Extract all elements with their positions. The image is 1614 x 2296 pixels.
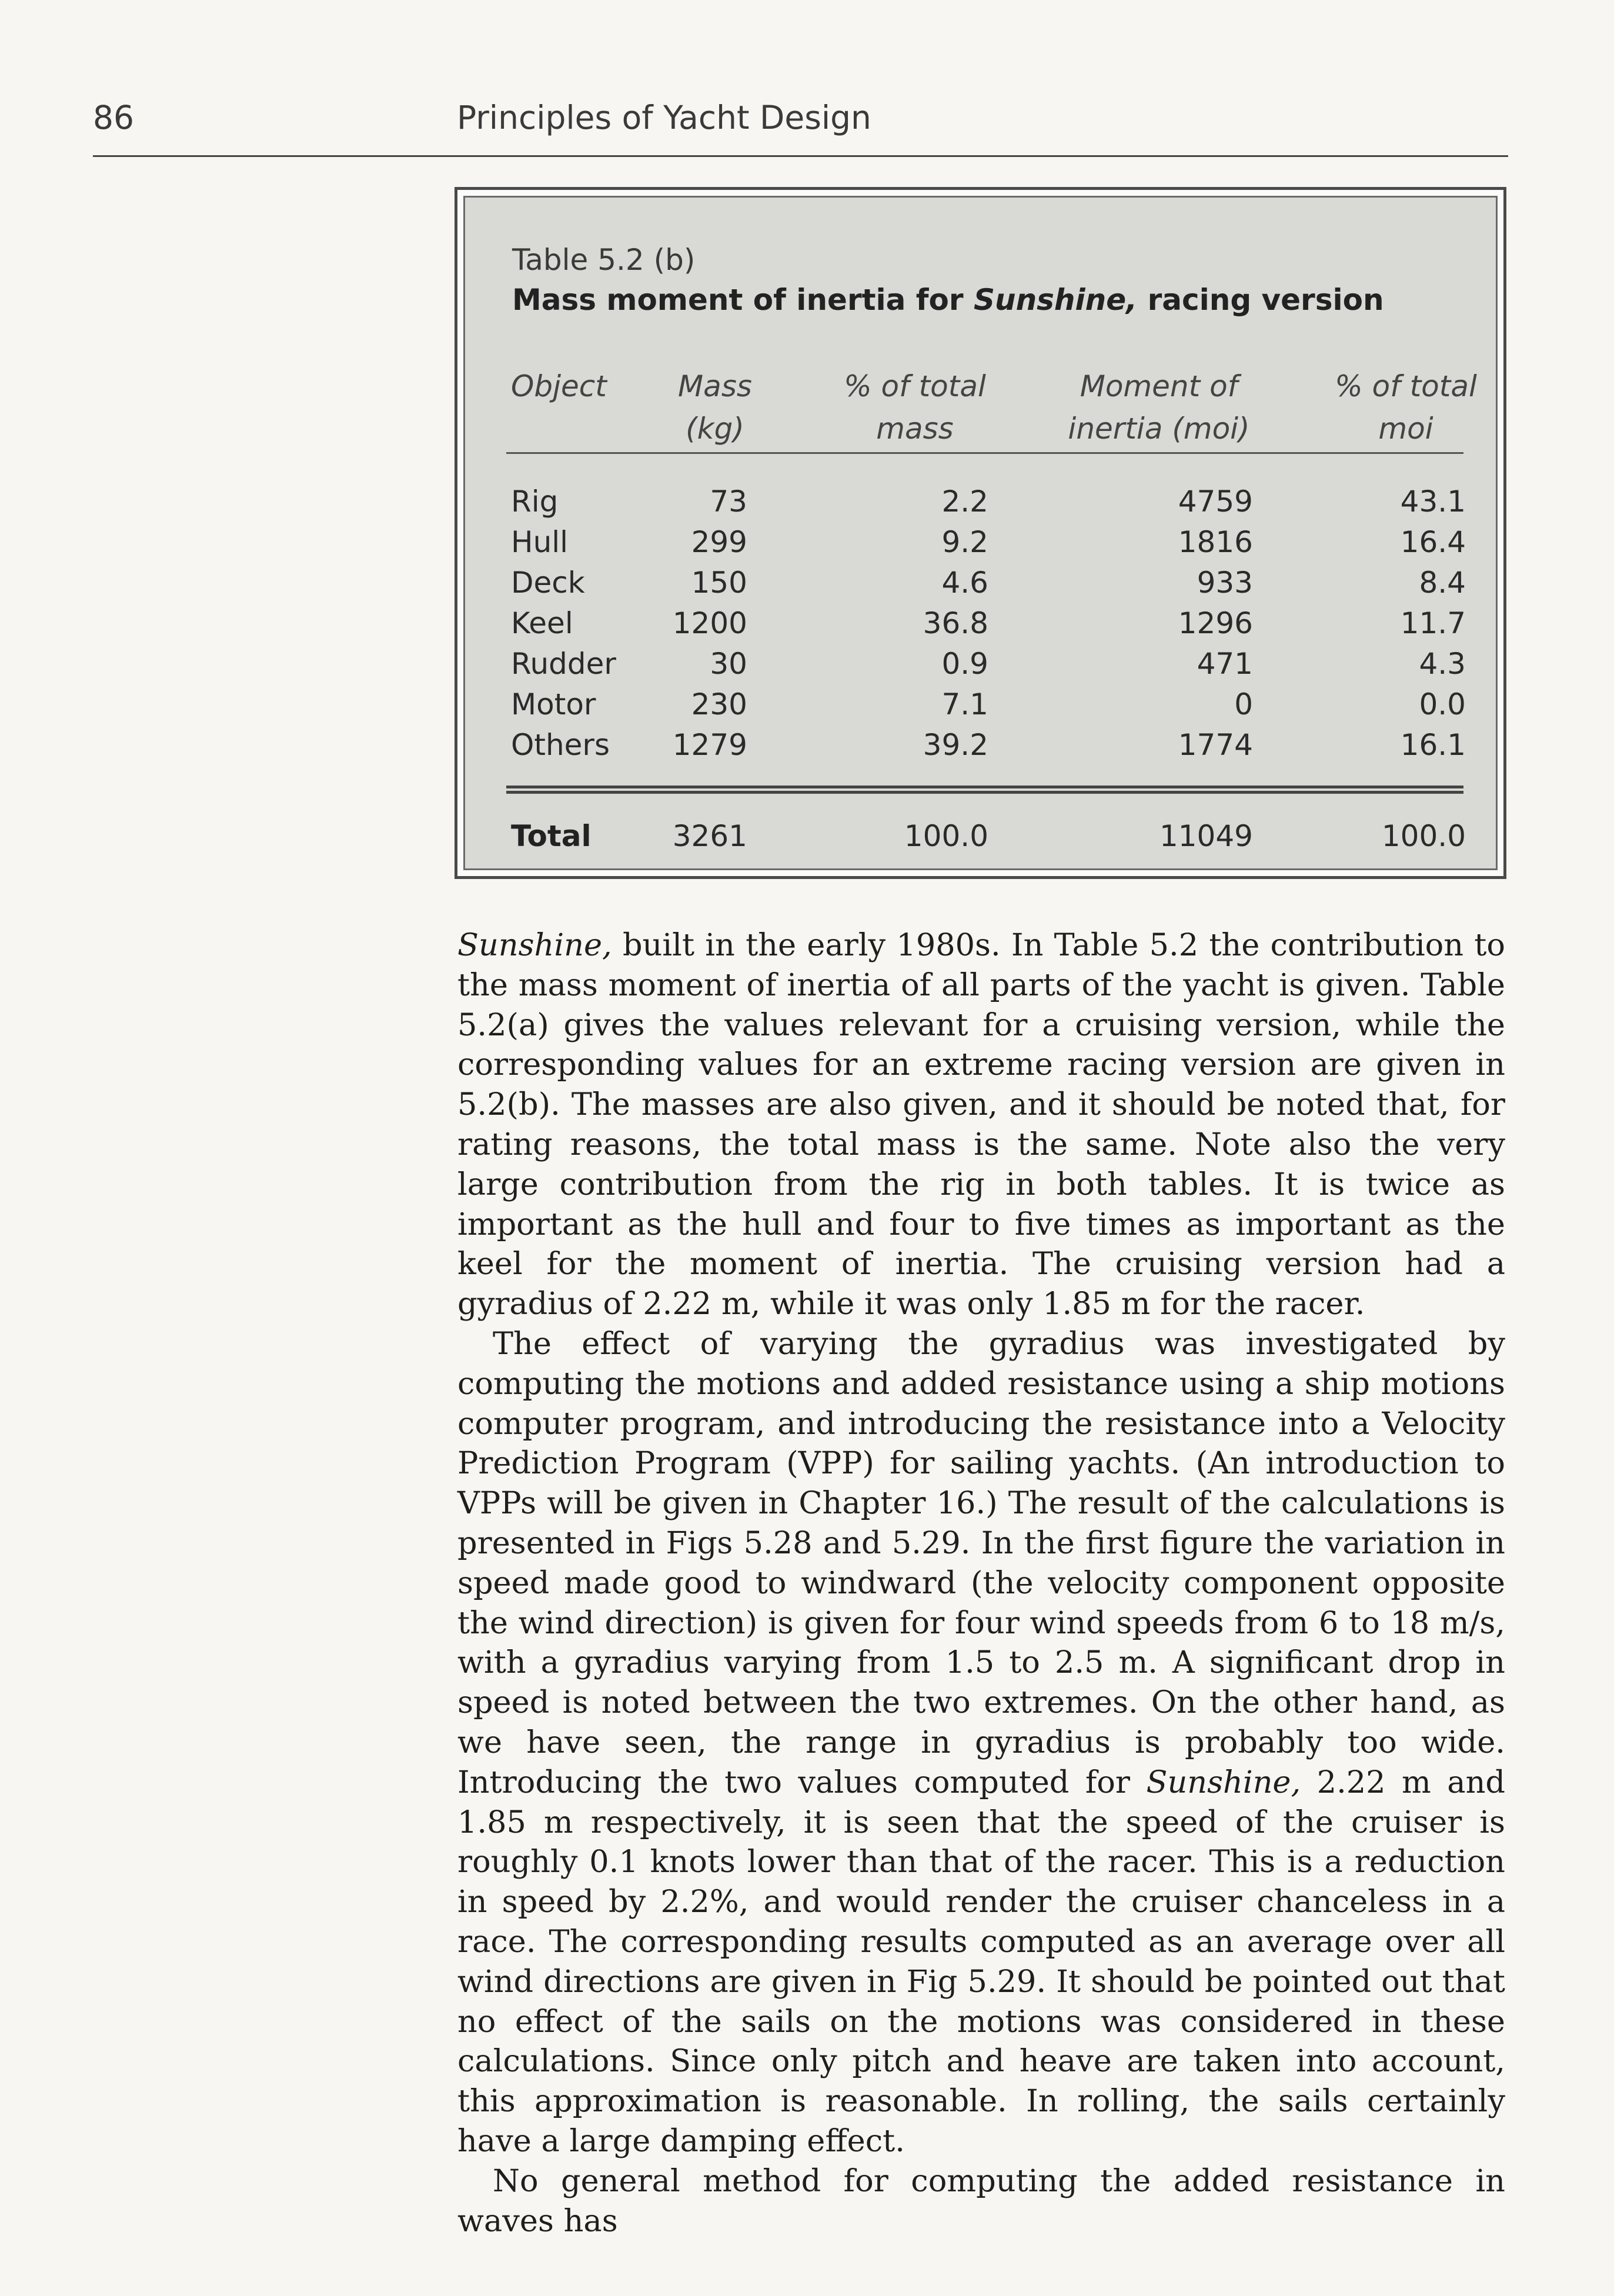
cell-object: Others [511,728,610,762]
table-row [465,482,1496,522]
table-title-yacht-name: Sunshine, [973,283,1138,317]
cell-pct-moi: 11.7 [1400,606,1466,640]
cell-moi: 933 [1197,566,1253,600]
table-caption: Table 5.2 (b) [512,243,696,277]
column-header-line: moi [1378,412,1433,446]
cell-moi: 1816 [1178,525,1253,559]
column-header-pct-mass [824,365,1006,450]
cell-pct-mass: 100.0 [904,819,988,853]
table-row [465,563,1496,603]
cell-pct-moi: 100.0 [1381,819,1466,853]
column-header-line: % of total [1335,369,1477,403]
column-header-line: inertia (moi) [1068,412,1250,446]
yacht-name: Sunshine, [457,927,612,963]
cell-pct-moi: 16.1 [1400,728,1466,762]
column-header-mass [647,365,783,450]
cell-object: Total [511,819,592,853]
cell-pct-mass: 9.2 [941,525,988,559]
table-title-start: Mass moment of inertia for [512,283,974,317]
page-number: 86 [93,99,134,136]
paragraph-text: No general method for computing the added resistance in waves has [457,2163,1505,2239]
cell-object: Rudder [511,647,616,681]
cell-object: Keel [511,606,573,640]
cell-pct-moi: 16.4 [1400,525,1466,559]
table-row [465,522,1496,563]
table-row [465,725,1496,766]
total-divider [506,786,1463,794]
cell-pct-mass: 2.2 [941,484,988,519]
cell-pct-moi: 8.4 [1419,566,1466,600]
column-header-line: Object [511,369,607,403]
cell-object: Hull [511,525,569,559]
cell-mass: 1200 [672,606,747,640]
cell-mass: 150 [691,566,747,600]
cell-object: Deck [511,566,585,600]
column-header-line: Mass [678,369,752,403]
cell-pct-mass: 7.1 [941,687,988,721]
total-row [465,816,1496,857]
cell-mass: 299 [691,525,747,559]
header-rule [93,155,1508,157]
cell-pct-mass: 0.9 [941,647,988,681]
cell-mass: 230 [691,687,747,721]
cell-moi: 1774 [1178,728,1253,762]
cell-moi: 471 [1197,647,1253,681]
table-title-end: racing version [1137,283,1384,317]
yacht-name: Sunshine, [1146,1764,1301,1800]
cell-object: Motor [511,687,596,721]
column-header-line: mass [876,412,954,446]
body-text [457,925,1505,2241]
cell-object: Rig [511,484,559,519]
paragraph [457,925,1505,1324]
column-header-pct-moi [1318,365,1494,450]
paragraph-text: built in the early 1980s. In Table 5.2 the contribution to the mass moment of inertia of all parts of the yacht is given. Table 5.2(a) gives the values relevant for a cruising version, while the corresponding values for an extreme racing version are given in 5.2(b). The masses are also given, and it should be noted that, for rating reasons, the total mass is the same. Note also the very large contribution from the rig in both tables. It is twice as important as the hull and four to five times as important as the keel for the moment of inertia. The cruising version had a gyradius of 2.22 m, while it was only 1.85 m for the racer. [457,927,1505,1322]
cell-moi: 4759 [1178,484,1253,519]
header-divider [506,452,1463,454]
column-header-line: (kg) [686,412,744,446]
column-header-object [511,365,607,407]
cell-mass: 30 [710,647,747,681]
table-frame [455,187,1506,879]
table-title [512,283,1384,317]
cell-mass: 73 [710,484,747,519]
column-header-line: % of total [844,369,986,403]
cell-moi: 11049 [1159,819,1253,853]
column-header-moi [1041,365,1277,450]
cell-moi: 0 [1234,687,1253,721]
running-head: Principles of Yacht Design [457,99,871,136]
table-row [465,684,1496,725]
cell-pct-mass: 4.6 [941,566,988,600]
paragraph-text: 2.22 m and 1.85 m respectively, it is seen that the speed of the cruiser is roughly 0.1 knots lower than that of the racer. This is a reduction in speed by 2.2%, and would render the cruiser chanceless in a race. The corresponding results computed as an average over all wind directions are given in Fig 5.29. It should be pointed out that no effect of the sails on the motions was considered in these calculations. Since only pitch and heave are taken into account, this approximation is reasonable. In rolling, the sails certainly have a large damping effect. [457,1764,1505,2159]
cell-pct-moi: 0.0 [1419,687,1466,721]
cell-pct-moi: 43.1 [1400,484,1466,519]
cell-pct-moi: 4.3 [1419,647,1466,681]
paragraph-text: The effect of varying the gyradius was investigated by computing the motions and added resistance using a ship motions computer program, and introducing the resistance into a Velocity Prediction Program (VPP) for sailing yachts. (An introduction to VPPs will be given in Chapter 16.) The result of the calculations is presented in Figs 5.28 and 5.29. In the first figure the variation in speed made good to windward (the velocity component opposite the wind direction) is given for four wind speeds from 6 to 18 m/s, with a gyradius varying from 1.5 to 2.5 m. A significant drop in speed is noted between the two extremes. On the other hand, as we have seen, the range in gyradius is probably too wide. Introducing the two values computed for [457,1325,1505,1800]
cell-mass: 3261 [672,819,747,853]
cell-pct-mass: 36.8 [923,606,988,640]
cell-pct-mass: 39.2 [923,728,988,762]
table-row [465,644,1496,684]
paragraph [457,2161,1505,2241]
cell-moi: 1296 [1178,606,1253,640]
table-panel [463,196,1498,870]
paragraph [457,1324,1505,2161]
column-header-line: Moment of [1080,369,1238,403]
cell-mass: 1279 [672,728,747,762]
table-row [465,603,1496,644]
